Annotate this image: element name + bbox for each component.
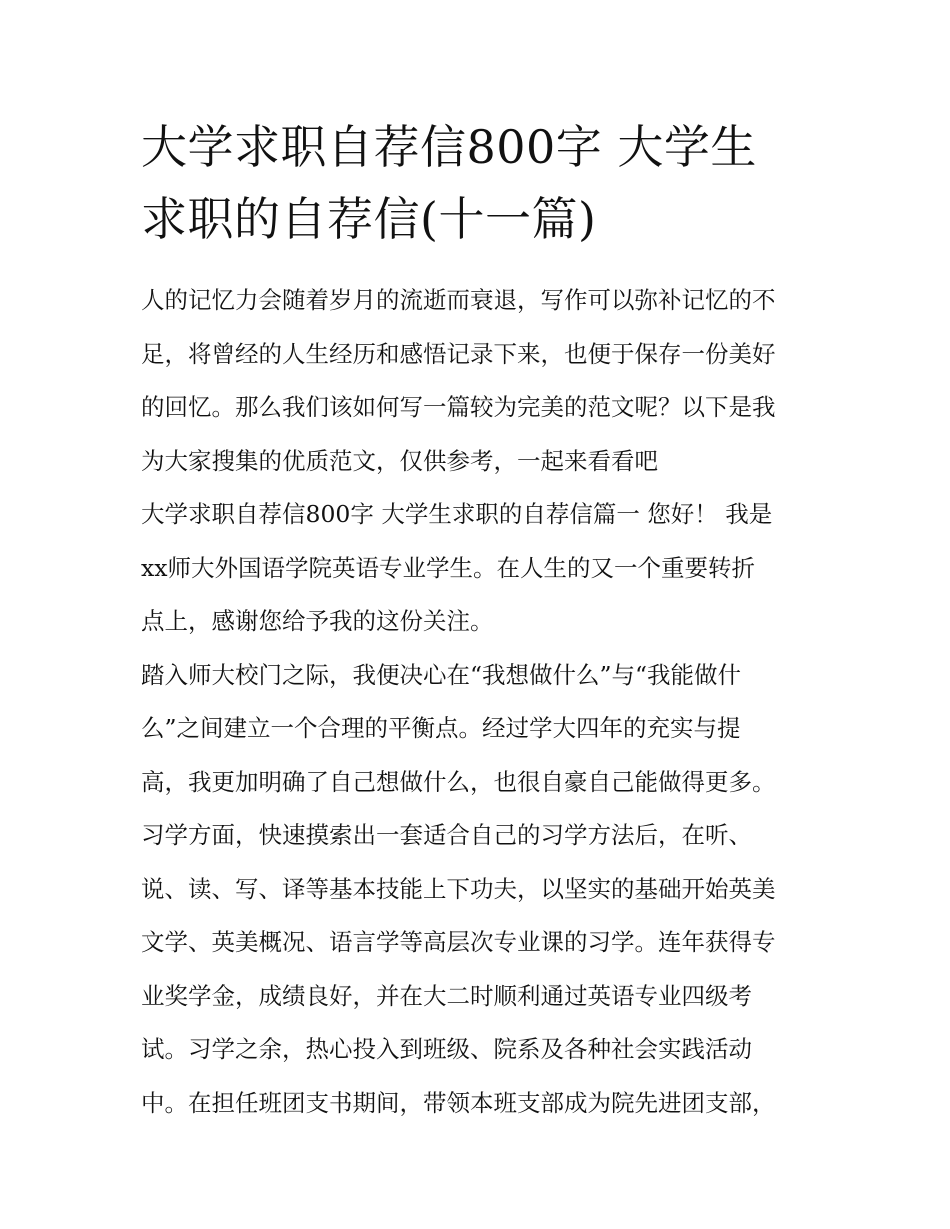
body-line: 习学方面，快速摸索出一套适合自己的习学方法后，在听、 xyxy=(141,821,752,849)
title-line-1: 大学求职自荐信800字 大学生 xyxy=(141,120,757,174)
body-line: 中。在担任班团支书期间，带领本班支部成为院先进团支部， xyxy=(141,1088,776,1117)
body-line: 文学、英美概况、语言学等高层次专业课的习学。连年获得专 xyxy=(141,928,776,956)
title-line-2: 求职的自荐信(十一篇) xyxy=(141,192,597,246)
body-line: 人的记忆力会随着岁月的流逝而衰退，写作可以弥补记忆的不 xyxy=(141,286,776,314)
body-line: 业奖学金，成绩良好，并在大二时顺利通过英语专业四级考 xyxy=(141,981,752,1010)
body-line: 踏入师大校门之际，我便决心在“我想做什么”与“我能做什 xyxy=(141,660,742,689)
body-line: 试。习学之余，热心投入到班级、院系及各种社会实践活动 xyxy=(141,1035,752,1063)
body-line: 的回忆。那么我们该如何写一篇较为完美的范文呢？以下是我 xyxy=(141,393,776,421)
body-line: 大学求职自荐信800字 大学生求职的自荐信篇一 您好！ 我是 xyxy=(141,500,773,528)
document-content xyxy=(141,116,817,1130)
body-line: xx师大外国语学院英语专业学生。在人生的又一个重要转折 xyxy=(141,553,756,582)
body-line: 足，将曾经的人生经历和感悟记录下来，也便于保存一份美好 xyxy=(141,339,776,368)
body-line: 说、读、写、译等基本技能上下功夫，以坚实的基础开始英美 xyxy=(141,874,776,903)
body-line: 么”之间建立一个合理的平衡点。经过学大四年的充实与提 xyxy=(141,714,741,742)
body-line: 点上，感谢您给予我的这份关注。 xyxy=(141,607,494,635)
document-title xyxy=(141,116,817,250)
body-line: 高，我更加明确了自己想做什么，也很自豪自己能做得更多。 xyxy=(141,767,776,796)
body-line: 为大家搜集的优质范文，仅供参考，一起来看看吧 xyxy=(141,446,658,475)
document-body xyxy=(141,274,817,1130)
